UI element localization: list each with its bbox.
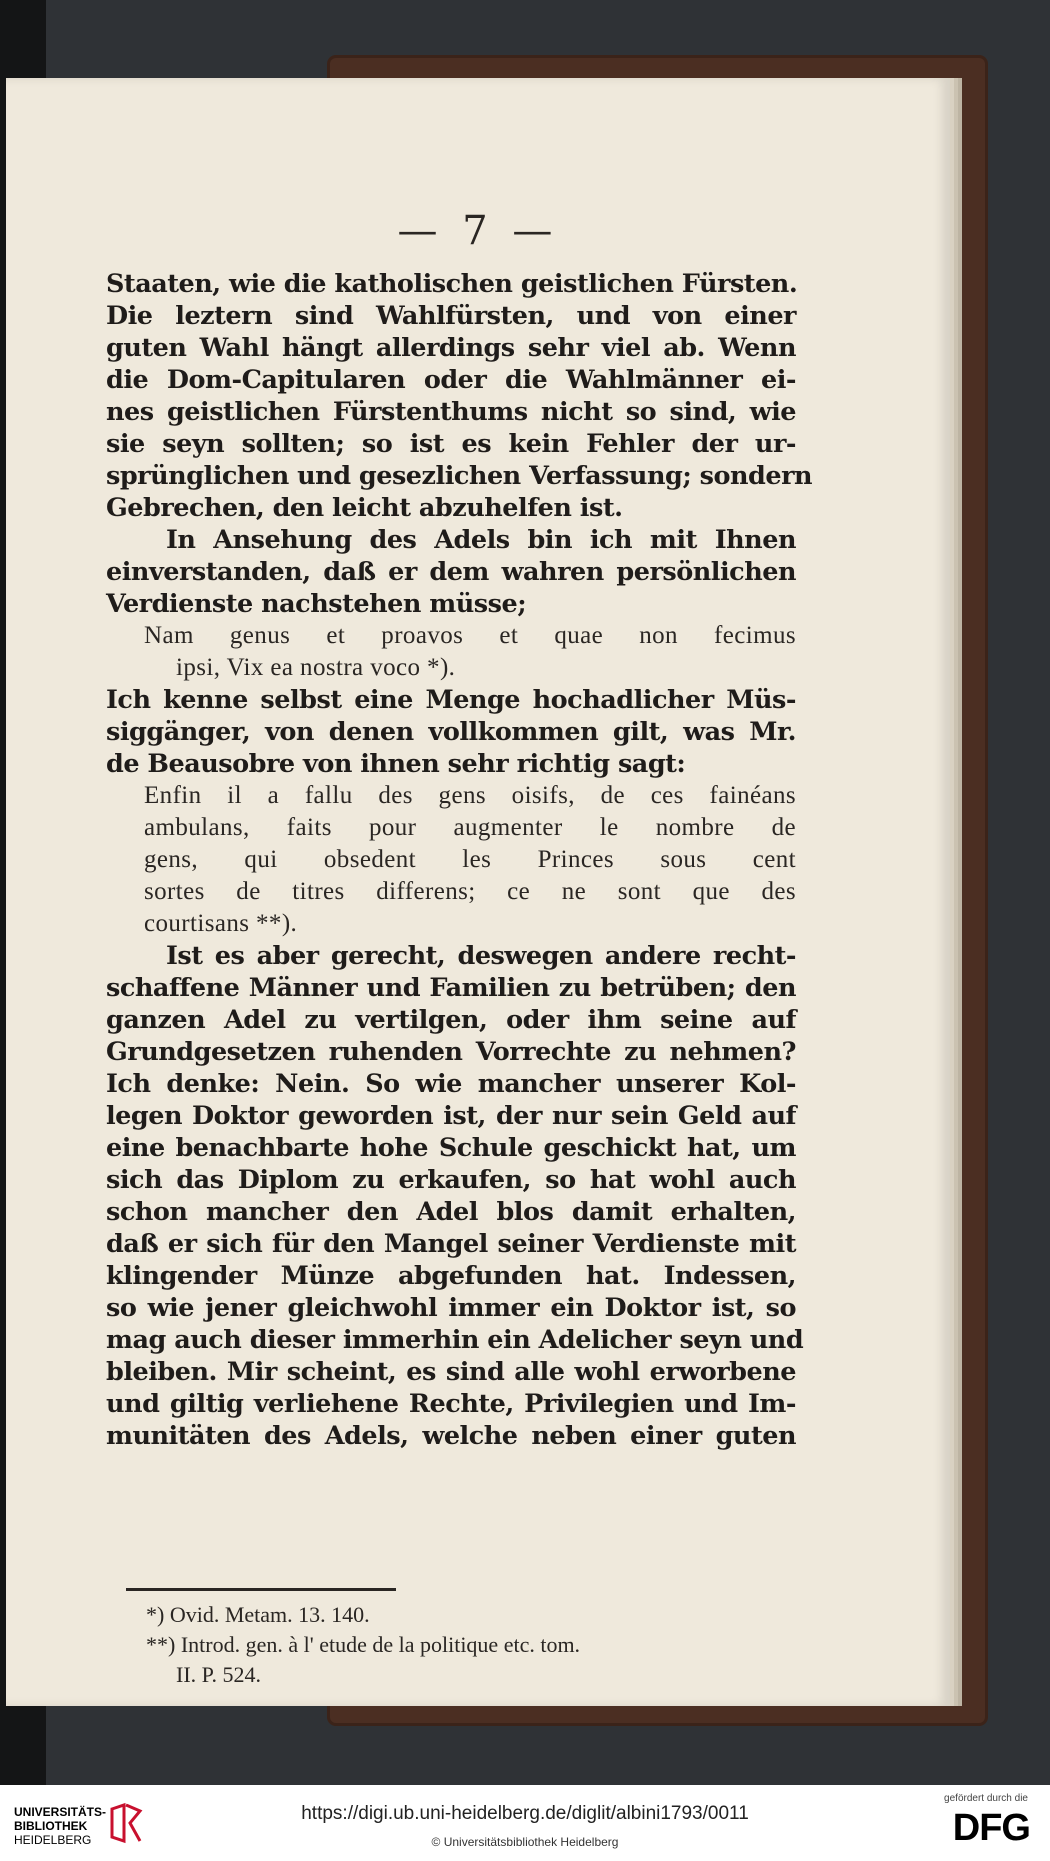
footnotes (146, 1600, 796, 1690)
text-line: Enfin il a fallu des gens oisifs, de ces fainéans (144, 782, 796, 809)
text-line: sprünglichen und gesezlichen Verfassung; sondern (106, 461, 813, 491)
logo-text-line-1: UNIVERSITÄTS- (14, 1805, 107, 1819)
text-line: schaffene Männer und Familien zu betrüben; den (106, 973, 796, 1003)
logo-text-line-2: BIBLIOTHEK (14, 1819, 88, 1833)
text-line: guten Wahl hängt allerdings sehr viel ab. Wenn (106, 333, 796, 363)
footnote-2: **) Introd. gen. à l' etude de la politique etc. tom. (146, 1632, 581, 1657)
permalink-url[interactable]: https://digi.ub.uni-heidelberg.de/diglit/albini1793/0011 (301, 1803, 749, 1824)
text-line: ipsi, Vix ea nostra voco *). (176, 654, 456, 681)
text-line: Staaten, wie die katholischen geistlichen Fürsten. (106, 269, 798, 299)
text-line: nes geistlichen Fürstenthums nicht so sind, wie (106, 397, 796, 427)
text-line: mag auch dieser immerhin ein Adelicher seyn und (106, 1325, 804, 1355)
text-line: gens, qui obsedent les Princes sous cent (144, 846, 796, 873)
text-line: siggänger, von denen vollkommen gilt, was Mr. (106, 717, 796, 747)
footnote-1: *) Ovid. Metam. 13. 140. (146, 1602, 370, 1627)
text-line: und giltig verliehene Rechte, Privilegien und Im- (106, 1389, 796, 1419)
text-line: so wie jener gleichwohl immer ein Doktor ist, so (106, 1293, 796, 1323)
text-line: courtisans **). (144, 910, 298, 937)
text-line: Nam genus et proavos et quae non fecimus (144, 622, 796, 649)
text-line: In Ansehung des Adels bin ich mit Ihnen (166, 525, 796, 555)
text-line: sie seyn sollten; so ist es kein Fehler der ur- (106, 429, 796, 459)
book-page (6, 78, 950, 1706)
text-line: die Dom-Capitularen oder die Wahlmänner ei- (106, 365, 796, 395)
dfg-logo[interactable]: DFG (952, 1807, 1030, 1849)
text-line: eine benachbarte hohe Schule geschickt hat, um (106, 1133, 796, 1163)
viewer-footer (0, 1785, 1050, 1861)
page-body (106, 268, 813, 1452)
text-line: sich das Diplom zu erkaufen, so hat wohl auch (106, 1165, 796, 1195)
text-line: Ich kenne selbst eine Menge hochadlicher Müs- (106, 685, 796, 715)
text-line: Ich denke: Nein. So wie mancher unserer Kol- (106, 1069, 796, 1099)
text-line: de Beausobre von ihnen sehr richtig sagt: (106, 749, 686, 779)
footnote-2-continued: II. P. 524. (176, 1662, 261, 1687)
text-line: einverstanden, daß er dem wahren persönlichen (106, 557, 796, 587)
text-line: legen Doktor geworden ist, der nur sein Geld auf (106, 1101, 796, 1131)
page-number: — 7 — (397, 208, 559, 254)
text-line: Gebrechen, den leicht abzuhelfen ist. (106, 493, 623, 523)
text-line: Verdienste nachstehen müsse; (106, 589, 527, 619)
funded-by-label: gefördert durch die (944, 1793, 1028, 1804)
text-line: schon mancher den Adel blos damit erhalten, (106, 1197, 796, 1227)
text-line: Ist es aber gerecht, deswegen andere recht- (166, 941, 796, 971)
text-line: ganzen Adel zu vertilgen, oder ihm seine auf (106, 1005, 796, 1035)
text-line: Grundgesetzen ruhenden Vorrechte zu nehmen? (106, 1037, 796, 1067)
text-line: klingender Münze abgefunden hat. Indessen, (106, 1261, 796, 1291)
copyright-notice: © Universitätsbibliothek Heidelberg (431, 1835, 619, 1849)
text-line: Die leztern sind Wahlfürsten, und von einer (106, 301, 796, 331)
logo-text-line-3: HEIDELBERG (14, 1833, 92, 1847)
text-line: bleiben. Mir scheint, es sind alle wohl erworbene (106, 1357, 796, 1387)
text-line: daß er sich für den Mangel seiner Verdienste mit (106, 1229, 796, 1259)
text-line: munitäten des Adels, welche neben einer guten (106, 1421, 796, 1451)
footnote-rule (126, 1588, 396, 1591)
text-line: sortes de titres differens; ce ne sont que des (144, 878, 796, 905)
text-line: ambulans, faits pour augmenter le nombre de (144, 814, 796, 841)
